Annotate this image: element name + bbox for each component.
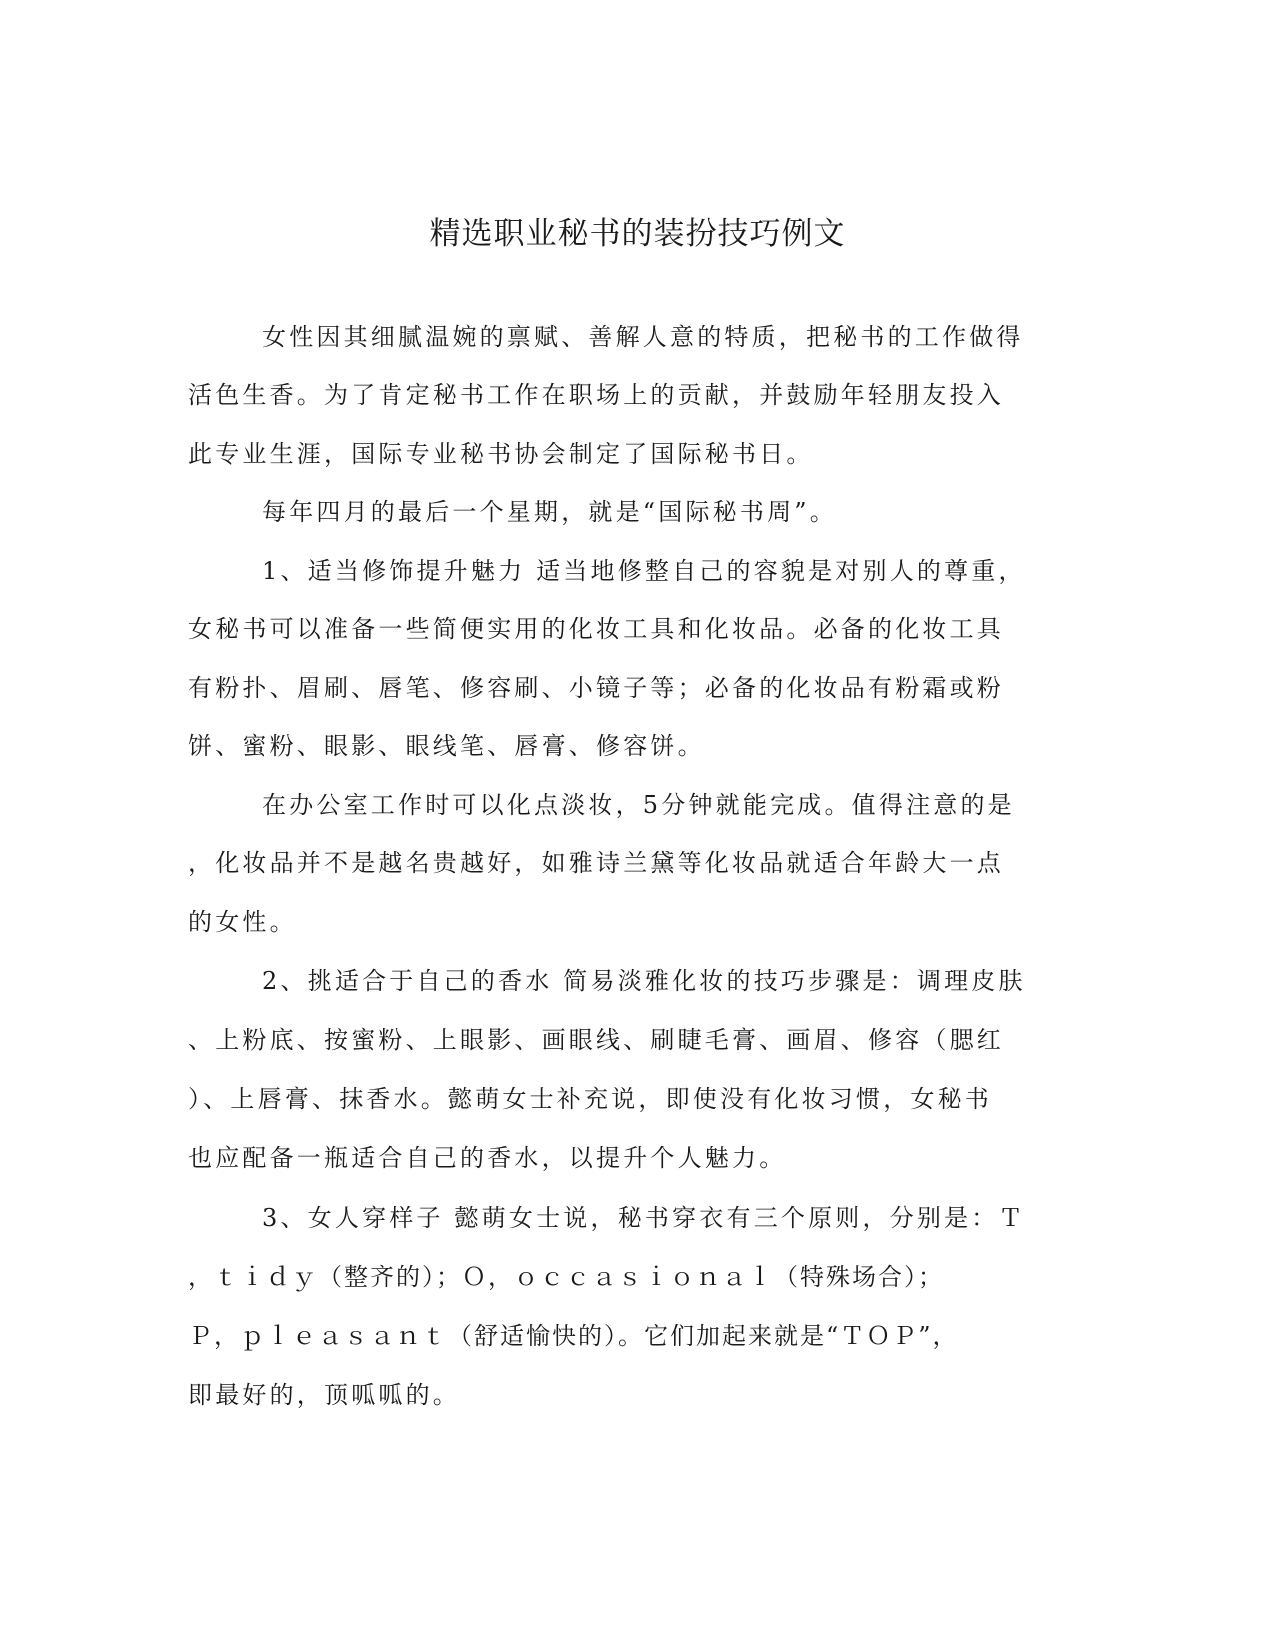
paragraph-line: 1、适当修饰提升魅力 适当地修整自己的容貌是对别人的尊重， bbox=[262, 557, 1026, 585]
paragraph-line: 此专业生涯，国际专业秘书协会制定了国际秘书日。 bbox=[188, 440, 814, 468]
paragraph-line: Ｐ，ｐｌｅａｓａｎｔ（舒适愉快的）。它们加起来就是“ＴＯＰ”， bbox=[188, 1322, 959, 1350]
paragraph-line: ，ｔｉｄｙ（整齐的）；Ｏ，ｏｃｃａｓｉｏｎａｌ（特殊场合）； bbox=[188, 1263, 944, 1291]
paragraph-line: 的女性。 bbox=[188, 908, 297, 936]
paragraph-line: 在办公室工作时可以化点淡妆，5分钟就能完成。值得注意的是 bbox=[262, 791, 1015, 819]
paragraph-line: 活色生香。为了肯定秘书工作在职场上的贡献，并鼓励年轻朋友投入 bbox=[188, 381, 1004, 409]
paragraph-line: 饼、蜜粉、眼影、眼线笔、唇膏、修容饼。 bbox=[188, 732, 705, 760]
paragraph-line: 即最好的，顶呱呱的。 bbox=[188, 1381, 460, 1409]
paragraph-line: 每年四月的最后一个星期，就是“国际秘书周”。 bbox=[262, 498, 837, 526]
paragraph-line: 有粉扑、眉刷、唇笔、修容刷、小镜子等；必备的化妆品有粉霜或粉 bbox=[188, 674, 1004, 702]
document-title: 精选职业秘书的装扮技巧例文 bbox=[429, 216, 846, 252]
paragraph-line: ）、上唇膏、抹香水。懿萌女士补充说，即使没有化妆习惯，女秘书 bbox=[188, 1085, 992, 1113]
paragraph-line: 2、挑适合于自己的香水 简易淡雅化妆的技巧步骤是：调理皮肤 bbox=[262, 967, 1026, 995]
paragraph-line: 3、女人穿样子 懿萌女士说，秘书穿衣有三个原则，分别是：Ｔ bbox=[262, 1204, 1026, 1232]
paragraph-line: ，化妆品并不是越名贵越好，如雅诗兰黛等化妆品就适合年龄大一点 bbox=[188, 849, 1004, 877]
paragraph-line: 女秘书可以准备一些简便实用的化妆工具和化妆品。必备的化妆工具 bbox=[188, 615, 1004, 643]
paragraph-line: 、上粉底、按蜜粉、上眼影、画眼线、刷睫毛膏、画眉、修容（腮红 bbox=[188, 1026, 1004, 1054]
paragraph-line: 也应配备一瓶适合自己的香水，以提升个人魅力。 bbox=[188, 1144, 787, 1172]
paragraph-line: 女性因其细腻温婉的禀赋、善解人意的特质，把秘书的工作做得 bbox=[262, 323, 1024, 351]
